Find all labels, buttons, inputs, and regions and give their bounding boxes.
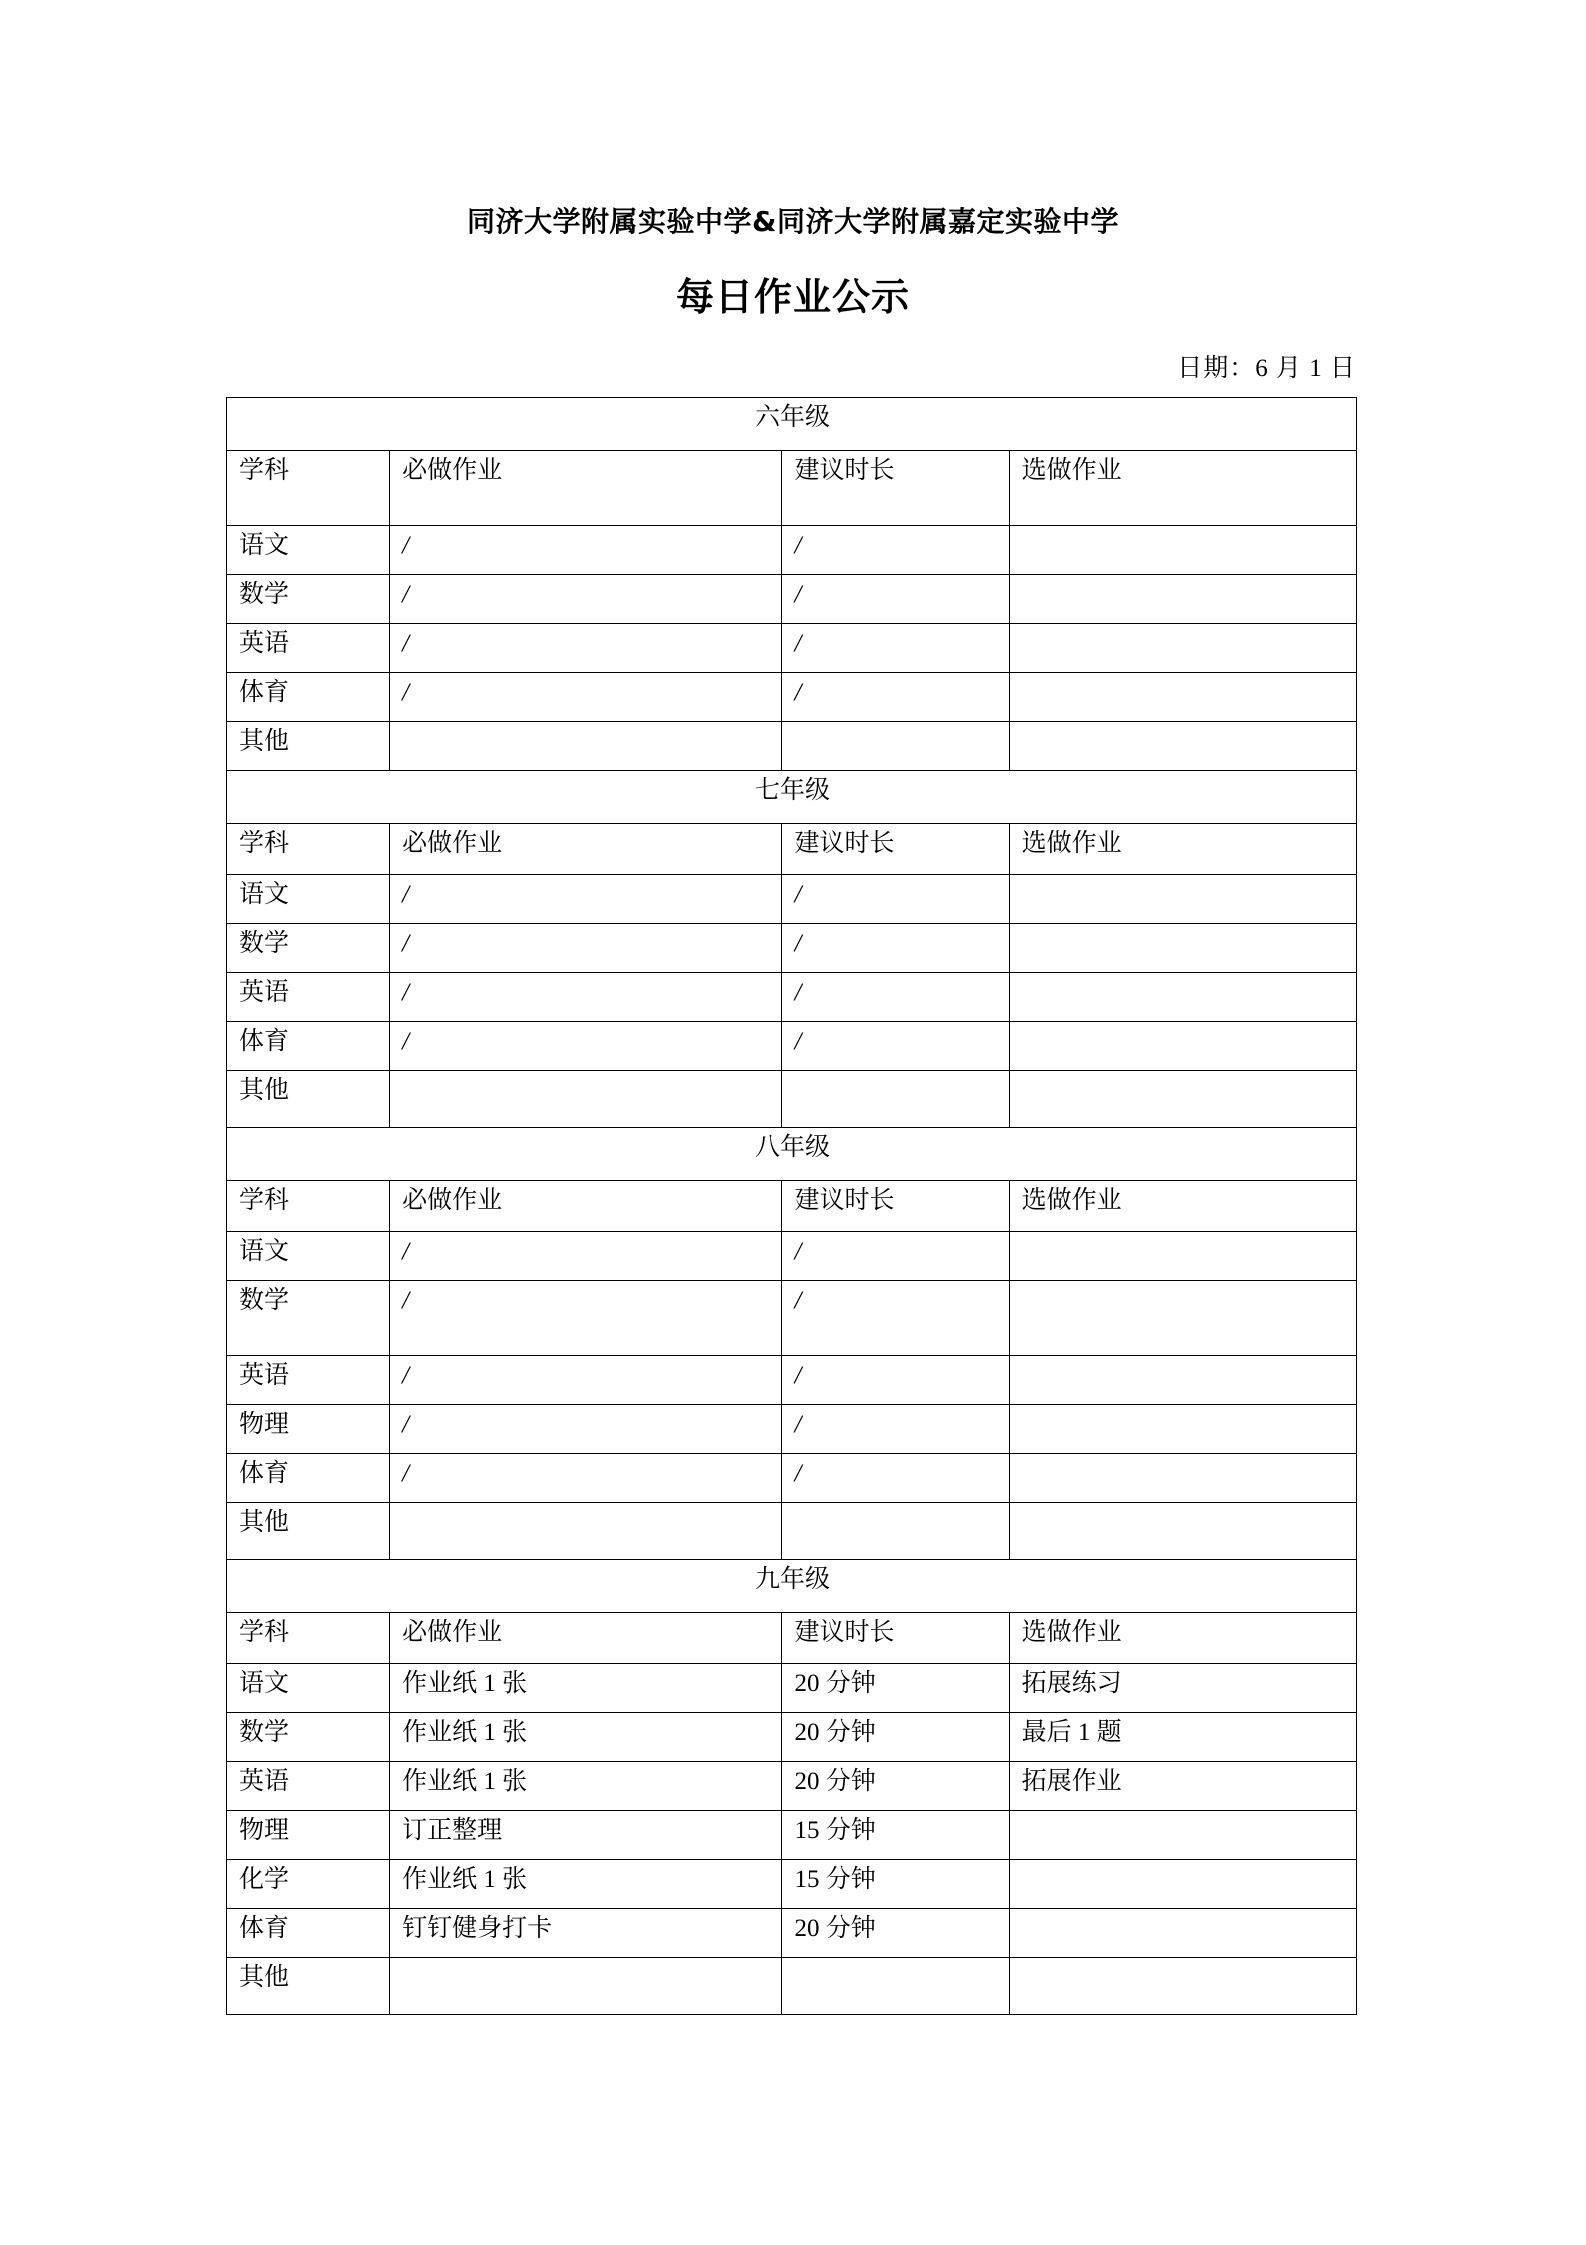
column-header-duration: 建议时长 [782,824,1009,875]
cell-optional [1009,1503,1356,1560]
cell-duration: 20 分钟 [782,1909,1009,1958]
table-row [227,1405,1357,1454]
cell-duration: 20 分钟 [782,1664,1009,1713]
column-header-subject: 学科 [227,1181,390,1232]
school-name-heading: 同济大学附属实验中学&同济大学附属嘉定实验中学 [467,205,1119,238]
column-header-optional: 选做作业 [1009,1613,1356,1664]
column-header-row [227,1181,1357,1232]
cell-subject: 英语 [227,973,390,1022]
table-row [227,1356,1357,1405]
cell-duration: / [782,875,1009,924]
table-row [227,1281,1357,1356]
cell-subject: 其他 [227,1958,390,2015]
cell-optional [1009,624,1356,673]
cell-duration [782,1071,1009,1128]
grade-band-label: 七年级 [227,771,1357,824]
cell-duration [782,1503,1009,1560]
table-row [227,924,1357,973]
cell-optional [1009,722,1356,771]
cell-duration: / [782,1232,1009,1281]
table-row [227,575,1357,624]
table-row [227,1503,1357,1560]
cell-duration: / [782,973,1009,1022]
table-row [227,1232,1357,1281]
cell-optional [1009,875,1356,924]
cell-subject: 语文 [227,1232,390,1281]
grade-band-row [227,1128,1357,1181]
cell-duration: / [782,1356,1009,1405]
cell-subject: 体育 [227,1022,390,1071]
table-row [227,526,1357,575]
cell-optional [1009,1356,1356,1405]
column-header-optional: 选做作业 [1009,1181,1356,1232]
cell-duration: / [782,1022,1009,1071]
table-row [227,673,1357,722]
cell-subject: 体育 [227,1909,390,1958]
cell-optional [1009,924,1356,973]
cell-optional [1009,526,1356,575]
grade-band-label: 九年级 [227,1560,1357,1613]
cell-subject: 英语 [227,624,390,673]
cell-duration: 15 分钟 [782,1811,1009,1860]
cell-required: 订正整理 [390,1811,782,1860]
column-header-row [227,1613,1357,1664]
cell-subject: 体育 [227,673,390,722]
cell-subject: 数学 [227,1281,390,1356]
table-row [227,1454,1357,1503]
homework-table [226,397,1357,2015]
cell-required: / [390,1454,782,1503]
column-header-required: 必做作业 [390,1181,782,1232]
table-row [227,722,1357,771]
cell-subject: 语文 [227,875,390,924]
cell-subject: 数学 [227,1713,390,1762]
cell-optional [1009,1811,1356,1860]
cell-subject: 语文 [227,1664,390,1713]
column-header-row [227,451,1357,526]
table-row [227,1909,1357,1958]
cell-required: 作业纸 1 张 [390,1713,782,1762]
cell-subject: 语文 [227,526,390,575]
column-header-duration: 建议时长 [782,1181,1009,1232]
table-row [227,973,1357,1022]
column-header-subject: 学科 [227,451,390,526]
column-header-duration: 建议时长 [782,1613,1009,1664]
cell-optional [1009,1860,1356,1909]
cell-required: / [390,1405,782,1454]
table-row [227,1811,1357,1860]
cell-subject: 其他 [227,1503,390,1560]
cell-optional [1009,1022,1356,1071]
cell-duration [782,722,1009,771]
cell-required: / [390,1022,782,1071]
table-row [227,1022,1357,1071]
cell-duration: / [782,924,1009,973]
cell-required: 作业纸 1 张 [390,1762,782,1811]
cell-subject: 其他 [227,1071,390,1128]
table-row [227,1762,1357,1811]
cell-required: 作业纸 1 张 [390,1860,782,1909]
cell-duration: / [782,1454,1009,1503]
grade-band-row [227,398,1357,451]
column-header-subject: 学科 [227,824,390,875]
cell-required: / [390,1281,782,1356]
table-row [227,1958,1357,2015]
cell-required: / [390,924,782,973]
cell-duration [782,1958,1009,2015]
cell-required [390,1503,782,1560]
table-row [227,1713,1357,1762]
cell-duration: / [782,624,1009,673]
cell-optional [1009,575,1356,624]
cell-optional [1009,1909,1356,1958]
cell-subject: 英语 [227,1762,390,1811]
grade-band-label: 六年级 [227,398,1357,451]
cell-optional [1009,673,1356,722]
cell-optional [1009,1281,1356,1356]
cell-optional [1009,1958,1356,2015]
page-title: 每日作业公示 [675,275,910,319]
cell-required: / [390,673,782,722]
cell-required: / [390,1356,782,1405]
cell-duration: 15 分钟 [782,1860,1009,1909]
cell-optional: 最后 1 题 [1009,1713,1356,1762]
cell-subject: 其他 [227,722,390,771]
cell-required: / [390,575,782,624]
cell-optional [1009,1405,1356,1454]
table-row [227,1664,1357,1713]
cell-optional [1009,1071,1356,1128]
grade-band-row [227,771,1357,824]
cell-required: / [390,875,782,924]
grade-band-row [227,1560,1357,1613]
cell-subject: 数学 [227,575,390,624]
cell-subject: 体育 [227,1454,390,1503]
cell-required [390,1958,782,2015]
cell-subject: 数学 [227,924,390,973]
cell-required: / [390,526,782,575]
column-header-duration: 建议时长 [782,451,1009,526]
cell-duration: / [782,575,1009,624]
column-header-row [227,824,1357,875]
cell-required: / [390,973,782,1022]
cell-optional [1009,973,1356,1022]
cell-duration: 20 分钟 [782,1713,1009,1762]
column-header-subject: 学科 [227,1613,390,1664]
column-header-required: 必做作业 [390,824,782,875]
cell-required: / [390,1232,782,1281]
cell-required: 钉钉健身打卡 [390,1909,782,1958]
cell-subject: 物理 [227,1811,390,1860]
cell-optional [1009,1232,1356,1281]
cell-subject: 化学 [227,1860,390,1909]
column-header-required: 必做作业 [390,451,782,526]
cell-duration: / [782,1405,1009,1454]
cell-duration: / [782,1281,1009,1356]
cell-subject: 英语 [227,1356,390,1405]
date-label: 日期：6 月 1 日 [1177,355,1356,382]
cell-duration: / [782,526,1009,575]
table-row [227,875,1357,924]
column-header-optional: 选做作业 [1009,824,1356,875]
cell-optional [1009,1454,1356,1503]
cell-required: / [390,624,782,673]
cell-required [390,722,782,771]
grade-band-label: 八年级 [227,1128,1357,1181]
cell-required: 作业纸 1 张 [390,1664,782,1713]
column-header-required: 必做作业 [390,1613,782,1664]
table-row [227,624,1357,673]
cell-duration: 20 分钟 [782,1762,1009,1811]
cell-subject: 物理 [227,1405,390,1454]
cell-duration: / [782,673,1009,722]
cell-optional: 拓展作业 [1009,1762,1356,1811]
cell-required [390,1071,782,1128]
column-header-optional: 选做作业 [1009,451,1356,526]
homework-table-container [226,397,1357,2015]
cell-optional: 拓展练习 [1009,1664,1356,1713]
table-row [227,1071,1357,1128]
table-row [227,1860,1357,1909]
